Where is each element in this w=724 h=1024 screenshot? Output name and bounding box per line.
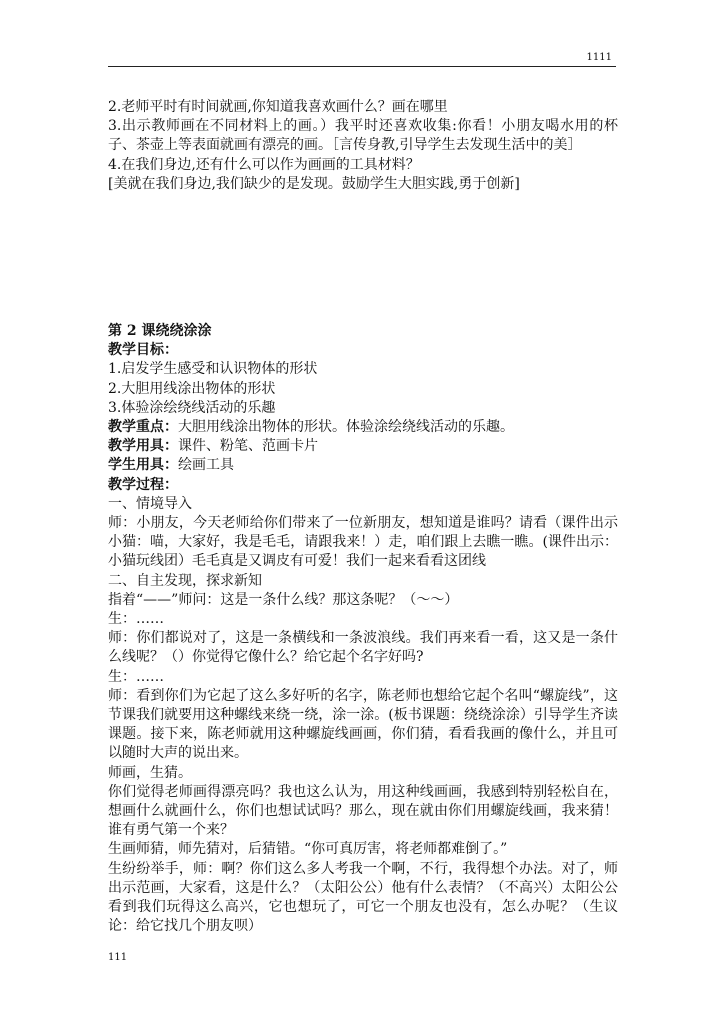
- teacher-tools-text: 课件、粉笔、范画卡片: [178, 438, 318, 455]
- process-line: 师：小朋友，今天老师给你们带来了一位新朋友，想知道是谁吗？请看（课件出示小猫：喵，大家好，我是毛毛，请跟我来！）走，咱们跟上去瞧一瞧。(课件出示：小猫玩线团）毛毛真是又调皮有可爱！我们一起来看看这团线: [108, 515, 618, 570]
- key-points-label: 教学重点：: [108, 419, 178, 436]
- process-line: 师：看到你们为它起了这么多好听的名字，陈老师也想给它起个名叫“螺旋线”，这节课我们就要用这种螺线来绕一绕，涂一涂。(板书课题：绕绕涂涂）引导学生齐读课题。接下来，陈老师就用这种螺旋线画画，你们猜，看看我画的像什么，并且可以随时大声的说出来。: [108, 687, 618, 762]
- goal-item: 2.大胆用线涂出物体的形状: [108, 380, 276, 397]
- process-line: 师：你们都说对了，这是一条横线和一条波浪线。我们再来看一看，这又是一条什么线呢？（）你觉得它像什么？给它起个名字好吗?: [108, 630, 618, 666]
- student-tools-label: 学生用具：: [108, 457, 178, 474]
- process-line: 师画，生猜。: [108, 764, 192, 781]
- header-divider: [108, 66, 616, 67]
- footer-page-number: 111: [108, 952, 128, 963]
- key-points: [108, 418, 618, 437]
- header-page-number: 1111: [586, 52, 612, 63]
- teacher-tools: [108, 437, 618, 456]
- process-line: 一、情境导入: [108, 495, 192, 512]
- lesson-section: [108, 322, 618, 937]
- intro-line-4: 4.在我们身边,还有什么可以作为画画的工具材料？: [108, 156, 420, 173]
- goal-item: 1.启发学生感受和认识物体的形状: [108, 361, 318, 378]
- goals-heading: 教学目标：: [108, 342, 178, 359]
- process-heading: 教学过程：: [108, 476, 178, 493]
- goal-item: 3.体验涂绘绕线活动的乐趣: [108, 399, 276, 416]
- process-line: 指着“——”师问：这是一条什么线？那这条呢？（～～）: [108, 591, 459, 608]
- intro-summary: [美就在我们身边,我们缺少的是发现。鼓励学生大胆实践,勇于创新]: [108, 175, 520, 192]
- student-tools-text: 绘画工具: [178, 457, 234, 474]
- teacher-tools-label: 教学用具：: [108, 438, 178, 455]
- process-line: 生纷纷举手，师：啊？你们这么多人考我一个啊，不行，我得想个办法。对了，师出示范画，大家看，这是什么？（太阳公公）他有什么表情？（不高兴）太阳公公看到我们玩得这么高兴，它也想玩了，可它一个朋友也没有，怎么办呢？（生议论：给它找几个朋友呗）: [108, 860, 618, 935]
- intro-line-3: 3.出示教师画在不同材料上的画。）我平时还喜欢收集:你看！小朋友喝水用的杯子、茶壶上等表面就画有漂亮的画。［言传身教,引导学生去发现生活中的美］: [108, 118, 618, 154]
- process-line: 生：……: [108, 611, 164, 628]
- lesson-title: 第 2 课绕绕涂涂: [108, 323, 212, 339]
- student-tools: [108, 456, 618, 475]
- process-line: 你们觉得老师画得漂亮吗？我也这么认为，用这种线画画，我感到特别轻松自在，想画什么就画什么，你们也想试试吗？那么，现在就由你们用螺旋线画，我来猜！谁有勇气第一个来？: [108, 783, 618, 839]
- process-line: 生：……: [108, 668, 164, 685]
- process-line: 生画师猜，师先猜对，后猜错。“你可真厉害，将老师都难倒了。”: [108, 841, 508, 858]
- key-points-text: 大胆用线涂出物体的形状。体验涂绘绕线活动的乐趣。: [178, 419, 514, 436]
- process-line: 二、自主发现，探求新知: [108, 572, 262, 589]
- intro-section: [108, 98, 618, 194]
- intro-line-2: 2.老师平时有时间就画,你知道我喜欢画什么？画在哪里: [108, 99, 448, 115]
